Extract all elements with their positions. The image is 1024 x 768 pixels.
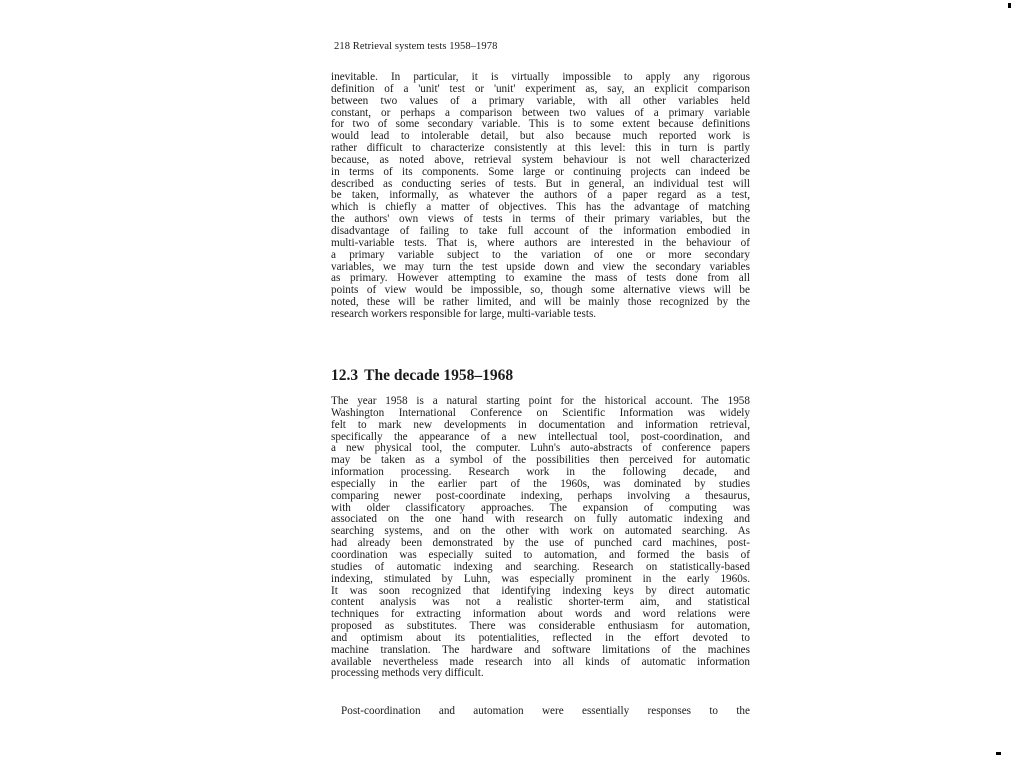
text-line: disadvantage of failing to take full account of the information embodied in [331,225,750,237]
text-line: content analysis was not a realistic shorter-term aim, and statistical [331,597,750,609]
text-line: definition of a 'unit' test or 'unit' experiment as, say, an explicit comparison [331,83,750,95]
scan-speck-mark [996,752,1001,755]
running-head: 218 Retrieval system tests 1958–1978 [334,41,498,52]
paragraph-3 [331,706,750,718]
text-line: associated on the one hand with research on fully automatic indexing and [331,514,750,526]
scan-speck-mark [1008,3,1011,8]
text-line: the authors' own views of tests in terms of their primary variables, but the [331,214,750,226]
text-line: with older classificatory approaches. The expansion of computing was [331,502,750,514]
text-line: The year 1958 is a natural starting point for the historical account. The 1958 [331,396,750,407]
text-line: information processing. Research work in the following decade, and [331,467,750,479]
text-line: as primary. However attempting to examine the mass of tests done from all [331,273,750,285]
text-line: It was soon recognized that identifying indexing keys by direct automatic [331,585,750,597]
text-line: techniques for extracting information about words and word relations were [331,609,750,621]
paragraph-1 [331,72,750,321]
text-line: inevitable. In particular, it is virtually impossible to apply any rigorous [331,72,750,83]
text-line: felt to mark new developments in documentation and information retrieval, [331,419,750,431]
text-line: research workers responsible for large, multi-variable tests. [331,308,597,320]
text-line: be taken, informally, as whatever the authors of a paper regard as a test, [331,190,750,202]
text-line: points of view would be impossible, so, though some alternative views will be [331,285,750,297]
section-number: 12.3 [331,367,359,384]
text-line: multi-variable tests. That is, where authors are interested in the behaviour of [331,237,750,249]
text-line: variables, we may turn the test upside down and view the secondary variables [331,261,750,273]
text-line: described as conducting series of tests. But in general, an individual test will [331,178,750,190]
section-heading [331,367,513,385]
text-line: between two values of a primary variable, with all other variables held [331,95,750,107]
text-line: and optimism about its potentialities, reflected in the effort devoted to [331,632,750,644]
text-line: specifically the appearance of a new intellectual tool, post-coordination, and [331,431,750,443]
text-line: a new physical tool, the computer. Luhn's auto-abstracts of conference papers [331,443,750,455]
text-line: noted, these will be rather limited, and will be mainly those recognized by the [331,297,750,309]
text-line: studies of automatic indexing and searching. Research on statistically-based [331,561,750,573]
text-line: had already been demonstrated by the use of punched card machines, post- [331,538,750,550]
text-line: processing methods very difficult. [331,668,484,680]
text-line: proposed as substitutes. There was considerable enthusiasm for automation, [331,621,750,633]
text-line: especially in the earlier part of the 1960s, was dominated by studies [331,478,750,490]
text-line: searching systems, and on the other with work on automated searching. As [331,526,750,538]
text-line: in terms of its components. Some large or continuing projects can indeed be [331,166,750,178]
text-line: rather difficult to characterize consistently at this level: this in turn is partly [331,143,750,155]
text-line: indexing, stimulated by Luhn, was especially prominent in the early 1960s. [331,573,750,585]
text-line: for two of some secondary variable. This is to some extent because definitions [331,119,750,131]
text-line: comparing newer post-coordinate indexing, perhaps involving a thesaurus, [331,490,750,502]
text-line: a primary variable subject to the variation of one or more secondary [331,249,750,261]
text-line: because, as noted above, retrieval system behaviour is not well characterized [331,154,750,166]
text-line: available nevertheless made research into all kinds of automatic information [331,656,750,668]
text-line: Washington International Conference on Scientific Information was widely [331,407,750,419]
text-line: which is chiefly a matter of objectives. This has the advantage of matching [331,202,750,214]
text-line: Post-coordination and automation were essentially responses to the [341,706,750,717]
text-line: machine translation. The hardware and software limitations of the machines [331,644,750,656]
text-line: would lead to intolerable detail, but also because much reported work is [331,131,750,143]
text-line: coordination was especially suited to automation, and formed the basis of [331,549,750,561]
paragraph-2 [331,396,750,680]
text-line: may be taken as a symbol of the possibilities then perceived for automatic [331,455,750,467]
text-line: constant, or perhaps a comparison between two values of a primary variable [331,107,750,119]
section-title: The decade 1958–1968 [364,367,514,384]
